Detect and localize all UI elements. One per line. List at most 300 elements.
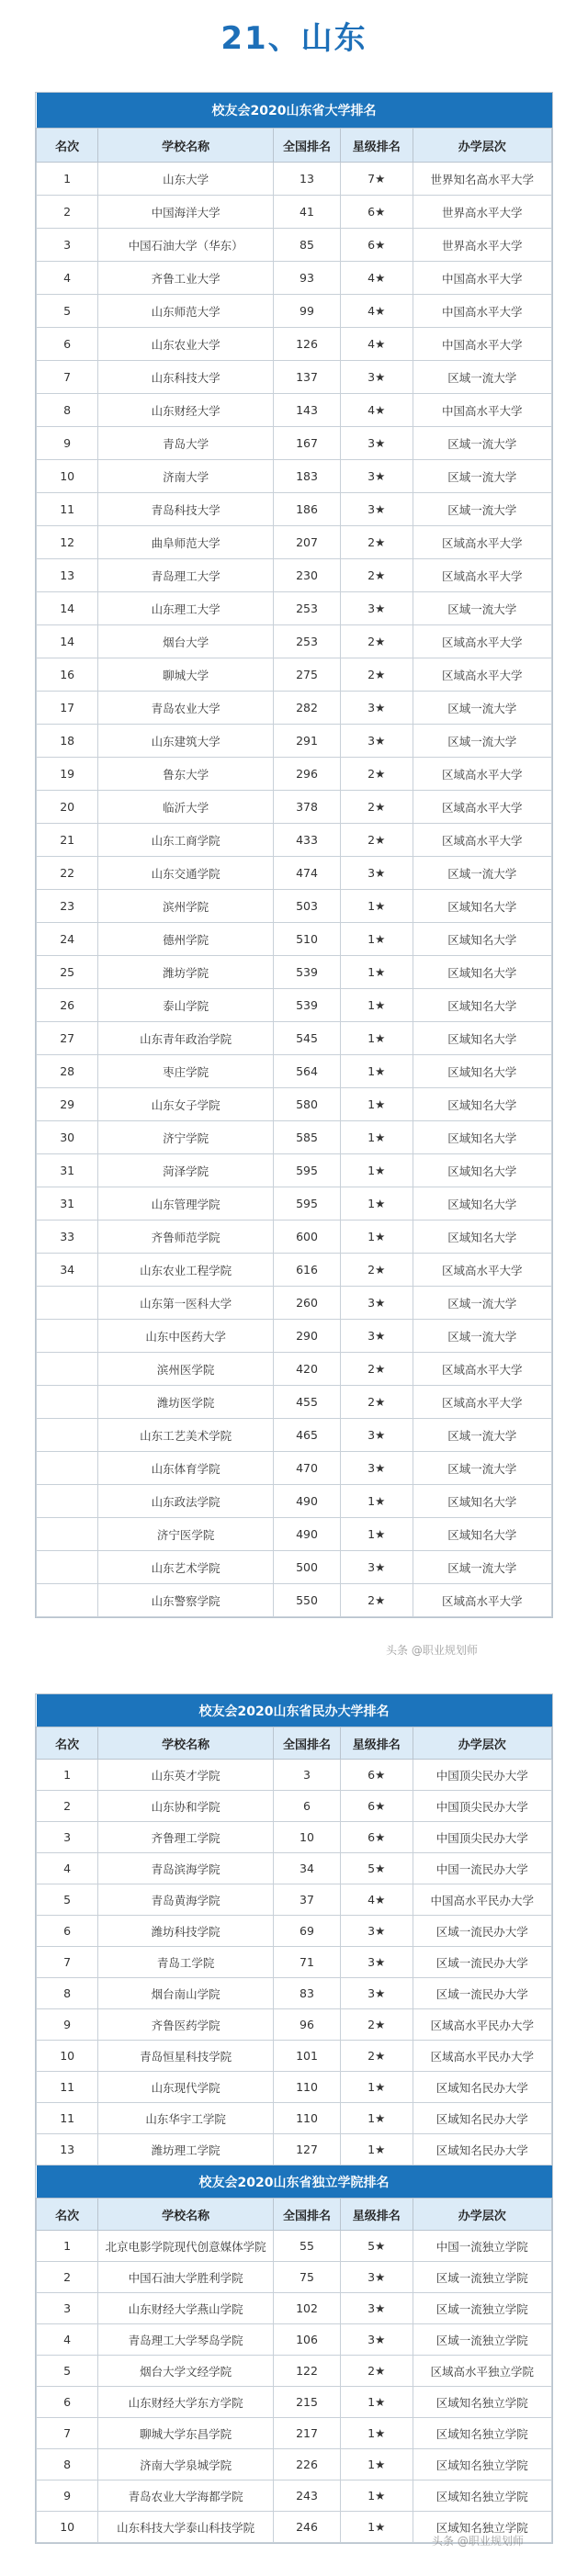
table-cell: 济宁学院 <box>98 1121 274 1154</box>
table-cell: 区域一流大学 <box>413 1320 552 1353</box>
table-cell: 3★ <box>340 2324 413 2356</box>
table-cell: 临沂大学 <box>98 791 274 824</box>
table-cell: 503 <box>274 890 341 923</box>
table-cell: 6 <box>274 1791 341 1822</box>
table-cell: 19 <box>37 758 98 791</box>
table-cell: 山东科技大学泰山科技学院 <box>98 2512 274 2543</box>
table-cell: 3★ <box>340 1419 413 1452</box>
table-cell: 28 <box>37 1055 98 1088</box>
table-cell: 30 <box>37 1121 98 1154</box>
table-cell: 区域知名大学 <box>413 1485 552 1518</box>
table-title: 校友会2020山东省独立学院排名 <box>37 2165 552 2199</box>
table-cell: 122 <box>274 2356 341 2387</box>
table-row <box>37 1518 552 1551</box>
table-cell: 5★ <box>340 2231 413 2262</box>
table-cell: 3★ <box>340 1287 413 1320</box>
table-cell: 23 <box>37 890 98 923</box>
table-cell: 29 <box>37 1088 98 1121</box>
column-header: 星级排名 <box>340 1727 413 1760</box>
table-row <box>37 989 552 1022</box>
table-cell: 区域一流民办大学 <box>413 1978 552 2009</box>
table-cell: 1★ <box>340 923 413 956</box>
table-row <box>37 1884 552 1916</box>
table-cell: 474 <box>274 857 341 890</box>
table-cell: 区域一流大学 <box>413 1419 552 1452</box>
watermark: 头条 @职业规划师 <box>432 2535 524 2548</box>
private-university-ranking-table <box>35 1693 553 2544</box>
table-cell: 11 <box>37 2072 98 2103</box>
table-row <box>37 1287 552 1320</box>
table-cell: 5 <box>37 1884 98 1916</box>
table-cell: 167 <box>274 427 341 460</box>
table-cell: 16 <box>37 658 98 692</box>
table-cell: 中国高水平大学 <box>413 295 552 328</box>
table-cell: 山东警察学院 <box>98 1584 274 1617</box>
table-cell: 10 <box>37 2512 98 2543</box>
table-cell: 510 <box>274 923 341 956</box>
table-cell <box>37 1518 98 1551</box>
table-row <box>37 1760 552 1791</box>
table-cell: 区域知名独立学院 <box>413 2449 552 2480</box>
table-cell: 区域知名独立学院 <box>413 2418 552 2449</box>
table-cell: 71 <box>274 1947 341 1978</box>
table-cell: 207 <box>274 526 341 559</box>
table-cell: 93 <box>274 262 341 295</box>
table-cell: 34 <box>274 1853 341 1884</box>
table-cell: 2★ <box>340 658 413 692</box>
table-cell: 11 <box>37 2103 98 2134</box>
table-cell: 3 <box>37 229 98 262</box>
column-header: 学校名称 <box>98 129 274 163</box>
table-cell: 595 <box>274 1154 341 1187</box>
table-cell: 10 <box>37 2041 98 2072</box>
table-cell: 5★ <box>340 1853 413 1884</box>
table-cell: 55 <box>274 2231 341 2262</box>
table-cell: 区域高水平大学 <box>413 791 552 824</box>
table-cell: 区域高水平大学 <box>413 625 552 658</box>
column-header: 名次 <box>37 2199 98 2231</box>
university-ranking-table <box>35 92 553 1618</box>
table-cell: 潍坊理工学院 <box>98 2134 274 2165</box>
table-cell: 585 <box>274 1121 341 1154</box>
table-cell: 区域一流大学 <box>413 1551 552 1584</box>
table-cell: 10 <box>37 460 98 493</box>
table-row <box>37 1320 552 1353</box>
table-cell: 青岛工学院 <box>98 1947 274 1978</box>
table-cell: 6 <box>37 1916 98 1947</box>
table-row <box>37 857 552 890</box>
table-cell: 山东财经大学 <box>98 394 274 427</box>
table-cell: 17 <box>37 692 98 725</box>
table-cell: 490 <box>274 1485 341 1518</box>
table-cell: 区域高水平大学 <box>413 559 552 592</box>
table-row <box>37 1452 552 1485</box>
table-cell: 13 <box>37 559 98 592</box>
table-cell: 6 <box>37 328 98 361</box>
table-title: 校友会2020山东省民办大学排名 <box>37 1694 552 1727</box>
table-cell: 550 <box>274 1584 341 1617</box>
column-header: 办学层次 <box>413 129 552 163</box>
table-cell: 1★ <box>340 1518 413 1551</box>
table-row <box>37 1154 552 1187</box>
table-cell: 青岛农业大学 <box>98 692 274 725</box>
table-cell: 区域高水平大学 <box>413 1254 552 1287</box>
table-cell: 2★ <box>340 758 413 791</box>
table-cell: 85 <box>274 229 341 262</box>
table-cell: 区域知名民办大学 <box>413 2072 552 2103</box>
table-cell: 8 <box>37 1978 98 2009</box>
table-cell: 3 <box>37 1822 98 1853</box>
table-cell: 区域高水平大学 <box>413 526 552 559</box>
table-cell: 183 <box>274 460 341 493</box>
table-cell: 6★ <box>340 229 413 262</box>
table-row <box>37 2103 552 2134</box>
table-cell: 7 <box>37 361 98 394</box>
table-cell: 3★ <box>340 493 413 526</box>
table-cell: 聊城大学 <box>98 658 274 692</box>
table-cell: 5 <box>37 2356 98 2387</box>
table-cell: 区域知名独立学院 <box>413 2387 552 2418</box>
table-row <box>37 1978 552 2009</box>
table-cell: 区域知名大学 <box>413 1121 552 1154</box>
table-cell <box>37 1320 98 1353</box>
column-header: 星级排名 <box>340 129 413 163</box>
table-cell: 186 <box>274 493 341 526</box>
table-cell: 1★ <box>340 2134 413 2165</box>
table-cell: 2★ <box>340 2356 413 2387</box>
table-cell: 区域高水平民办大学 <box>413 2009 552 2041</box>
table-cell: 齐鲁理工学院 <box>98 1822 274 1853</box>
table-cell: 470 <box>274 1452 341 1485</box>
table-cell: 6★ <box>340 1760 413 1791</box>
table-cell: 41 <box>274 196 341 229</box>
table-cell: 253 <box>274 592 341 625</box>
table-cell: 滨州医学院 <box>98 1353 274 1386</box>
table-cell: 潍坊学院 <box>98 956 274 989</box>
table-row <box>37 295 552 328</box>
table-cell: 101 <box>274 2041 341 2072</box>
table-cell: 291 <box>274 725 341 758</box>
table-cell: 青岛理工大学 <box>98 559 274 592</box>
table-cell: 青岛滨海学院 <box>98 1853 274 1884</box>
table-cell: 243 <box>274 2480 341 2512</box>
table-cell: 2★ <box>340 2041 413 2072</box>
table-cell: 1★ <box>340 1022 413 1055</box>
table-row <box>37 1916 552 1947</box>
table-cell: 区域知名大学 <box>413 1055 552 1088</box>
table-cell: 1★ <box>340 2480 413 2512</box>
table-row <box>37 923 552 956</box>
table-row <box>37 1853 552 1884</box>
column-header: 全国排名 <box>274 129 341 163</box>
table-cell: 北京电影学院现代创意媒体学院 <box>98 2231 274 2262</box>
table-row <box>37 2231 552 2262</box>
table-cell: 区域一流大学 <box>413 1452 552 1485</box>
table-cell: 区域知名大学 <box>413 1022 552 1055</box>
table-cell: 德州学院 <box>98 923 274 956</box>
table-cell: 山东体育学院 <box>98 1452 274 1485</box>
table-cell: 区域高水平大学 <box>413 824 552 857</box>
table-row <box>37 427 552 460</box>
column-header: 名次 <box>37 1727 98 1760</box>
table-cell: 3★ <box>340 2293 413 2324</box>
table-row <box>37 2072 552 2103</box>
table-cell: 区域知名大学 <box>413 923 552 956</box>
table-cell: 区域知名大学 <box>413 1221 552 1254</box>
table-cell: 600 <box>274 1221 341 1254</box>
table-cell: 110 <box>274 2103 341 2134</box>
table-cell: 3★ <box>340 1452 413 1485</box>
table-cell: 区域一流大学 <box>413 725 552 758</box>
table-cell: 2★ <box>340 791 413 824</box>
table-cell: 96 <box>274 2009 341 2041</box>
table-cell: 区域知名民办大学 <box>413 2134 552 2165</box>
table-title: 校友会2020山东省大学排名 <box>37 93 552 129</box>
table-row <box>37 1254 552 1287</box>
table-cell: 山东财经大学东方学院 <box>98 2387 274 2418</box>
table-cell <box>37 1353 98 1386</box>
table-cell: 290 <box>274 1320 341 1353</box>
table-cell: 区域一流大学 <box>413 460 552 493</box>
table-cell: 中国高水平民办大学 <box>413 1884 552 1916</box>
table-cell: 2★ <box>340 526 413 559</box>
table-row <box>37 1485 552 1518</box>
table-cell: 24 <box>37 923 98 956</box>
table-row <box>37 725 552 758</box>
table-cell: 山东农业大学 <box>98 328 274 361</box>
table-row <box>37 2009 552 2041</box>
table-cell: 106 <box>274 2324 341 2356</box>
table-cell: 296 <box>274 758 341 791</box>
table-cell: 区域一流民办大学 <box>413 1916 552 1947</box>
table-row <box>37 2418 552 2449</box>
table-cell: 世界高水平大学 <box>413 196 552 229</box>
table-cell: 3★ <box>340 592 413 625</box>
table-cell: 潍坊科技学院 <box>98 1916 274 1947</box>
table-cell: 580 <box>274 1088 341 1121</box>
table-cell: 滨州学院 <box>98 890 274 923</box>
table-cell: 区域知名大学 <box>413 956 552 989</box>
table-cell: 8 <box>37 2449 98 2480</box>
table-cell: 区域一流民办大学 <box>413 1947 552 1978</box>
table-cell: 山东英才学院 <box>98 1760 274 1791</box>
table-cell: 3★ <box>340 1947 413 1978</box>
table-cell: 山东现代学院 <box>98 2072 274 2103</box>
table-cell: 5 <box>37 295 98 328</box>
table-cell <box>37 1452 98 1485</box>
table-cell: 3★ <box>340 1551 413 1584</box>
table-cell: 山东工商学院 <box>98 824 274 857</box>
table-row <box>37 2262 552 2293</box>
table-row <box>37 196 552 229</box>
table-cell: 4★ <box>340 295 413 328</box>
table-row <box>37 824 552 857</box>
table-cell: 616 <box>274 1254 341 1287</box>
table-cell: 4 <box>37 262 98 295</box>
table-row <box>37 692 552 725</box>
table-cell: 山东师范大学 <box>98 295 274 328</box>
table-cell: 山东交通学院 <box>98 857 274 890</box>
table-cell: 泰山学院 <box>98 989 274 1022</box>
table-cell: 3 <box>37 2293 98 2324</box>
table-cell: 区域知名大学 <box>413 1518 552 1551</box>
table-cell: 539 <box>274 956 341 989</box>
table-cell: 1★ <box>340 1121 413 1154</box>
table-cell: 山东协和学院 <box>98 1791 274 1822</box>
table-row <box>37 493 552 526</box>
table-cell: 31 <box>37 1187 98 1221</box>
table-cell: 3★ <box>340 460 413 493</box>
table-cell: 青岛科技大学 <box>98 493 274 526</box>
table-row <box>37 559 552 592</box>
table-cell: 500 <box>274 1551 341 1584</box>
table-cell: 1★ <box>340 989 413 1022</box>
table-cell: 26 <box>37 989 98 1022</box>
table-cell: 山东女子学院 <box>98 1088 274 1121</box>
table-cell: 3★ <box>340 361 413 394</box>
table-cell: 区域高水平民办大学 <box>413 2041 552 2072</box>
table-cell: 3 <box>274 1760 341 1791</box>
table-cell: 区域一流大学 <box>413 592 552 625</box>
table-cell: 1★ <box>340 1055 413 1088</box>
table-cell: 2★ <box>340 1386 413 1419</box>
table-row <box>37 1386 552 1419</box>
table-cell: 37 <box>274 1884 341 1916</box>
table-row <box>37 1121 552 1154</box>
table-row <box>37 1353 552 1386</box>
table-cell: 2★ <box>340 2009 413 2041</box>
table-cell: 齐鲁医药学院 <box>98 2009 274 2041</box>
table-cell: 山东第一医科大学 <box>98 1287 274 1320</box>
table-cell: 中国石油大学胜利学院 <box>98 2262 274 2293</box>
table-cell: 22 <box>37 857 98 890</box>
table-cell: 山东农业工程学院 <box>98 1254 274 1287</box>
table-cell: 3★ <box>340 1978 413 2009</box>
table-cell: 2★ <box>340 824 413 857</box>
table-cell: 齐鲁工业大学 <box>98 262 274 295</box>
table-cell: 济南大学 <box>98 460 274 493</box>
table-cell: 中国高水平大学 <box>413 394 552 427</box>
table-cell: 区域高水平大学 <box>413 758 552 791</box>
column-header: 星级排名 <box>340 2199 413 2231</box>
table-cell: 区域知名民办大学 <box>413 2103 552 2134</box>
table-cell: 山东理工大学 <box>98 592 274 625</box>
table-cell: 2★ <box>340 1254 413 1287</box>
table-cell: 246 <box>274 2512 341 2543</box>
table-cell: 1★ <box>340 1088 413 1121</box>
table-cell: 3★ <box>340 857 413 890</box>
table-row <box>37 758 552 791</box>
table-cell: 1★ <box>340 1154 413 1187</box>
table-cell: 2★ <box>340 559 413 592</box>
table-cell: 6★ <box>340 1822 413 1853</box>
table-row <box>37 2324 552 2356</box>
table-cell: 8 <box>37 394 98 427</box>
table-cell: 14 <box>37 625 98 658</box>
table-cell: 13 <box>274 163 341 196</box>
table-cell: 1 <box>37 163 98 196</box>
table-cell: 4★ <box>340 328 413 361</box>
table-cell: 齐鲁师范学院 <box>98 1221 274 1254</box>
table-row <box>37 1221 552 1254</box>
table-row <box>37 361 552 394</box>
table-cell: 9 <box>37 2480 98 2512</box>
table-cell: 区域一流大学 <box>413 1287 552 1320</box>
table-cell: 青岛黄海学院 <box>98 1884 274 1916</box>
table-cell: 区域高水平大学 <box>413 1353 552 1386</box>
table-cell: 9 <box>37 427 98 460</box>
table-row <box>37 2387 552 2418</box>
table-cell: 13 <box>37 2134 98 2165</box>
table-cell: 中国石油大学（华东） <box>98 229 274 262</box>
table-cell: 1★ <box>340 2387 413 2418</box>
table-cell <box>37 1419 98 1452</box>
table-cell: 11 <box>37 493 98 526</box>
table-cell: 中国高水平大学 <box>413 328 552 361</box>
table-row <box>37 2041 552 2072</box>
table-cell: 山东华宇工学院 <box>98 2103 274 2134</box>
table-cell: 济宁医学院 <box>98 1518 274 1551</box>
table-cell: 中国海洋大学 <box>98 196 274 229</box>
table-cell: 433 <box>274 824 341 857</box>
table-cell: 区域高水平大学 <box>413 658 552 692</box>
table-cell: 中国一流独立学院 <box>413 2231 552 2262</box>
watermark: 头条 @职业规划师 <box>386 1644 478 1657</box>
table-cell: 75 <box>274 2262 341 2293</box>
table-row <box>37 1022 552 1055</box>
table-cell: 1★ <box>340 2512 413 2543</box>
table-cell: 143 <box>274 394 341 427</box>
table-cell: 区域知名大学 <box>413 989 552 1022</box>
table-cell: 区域一流独立学院 <box>413 2262 552 2293</box>
table-cell: 曲阜师范大学 <box>98 526 274 559</box>
table-cell: 世界高水平大学 <box>413 229 552 262</box>
table-cell: 2★ <box>340 1584 413 1617</box>
table-row <box>37 460 552 493</box>
table-cell: 6★ <box>340 196 413 229</box>
table-row <box>37 2449 552 2480</box>
table-cell: 102 <box>274 2293 341 2324</box>
table-cell: 12 <box>37 526 98 559</box>
table-cell: 539 <box>274 989 341 1022</box>
table-cell: 山东中医药大学 <box>98 1320 274 1353</box>
table-cell: 青岛理工大学琴岛学院 <box>98 2324 274 2356</box>
table-cell: 27 <box>37 1022 98 1055</box>
table-cell: 区域高水平独立学院 <box>413 2356 552 2387</box>
table-cell: 490 <box>274 1518 341 1551</box>
table-cell: 21 <box>37 824 98 857</box>
table-cell: 2★ <box>340 1353 413 1386</box>
table-cell: 1★ <box>340 2103 413 2134</box>
table-cell: 中国高水平大学 <box>413 262 552 295</box>
table-cell: 烟台大学文经学院 <box>98 2356 274 2387</box>
table-cell: 1★ <box>340 1187 413 1221</box>
page-title: 21、山东 <box>220 20 368 57</box>
table-cell: 烟台大学 <box>98 625 274 658</box>
table-cell: 226 <box>274 2449 341 2480</box>
table-cell: 4★ <box>340 1884 413 1916</box>
table-cell: 3★ <box>340 692 413 725</box>
table-cell: 33 <box>37 1221 98 1254</box>
table-row <box>37 791 552 824</box>
table-cell: 275 <box>274 658 341 692</box>
table-cell: 世界知名高水平大学 <box>413 163 552 196</box>
table-cell: 青岛农业大学海都学院 <box>98 2480 274 2512</box>
table-cell: 455 <box>274 1386 341 1419</box>
table-cell: 127 <box>274 2134 341 2165</box>
table-cell <box>37 1386 98 1419</box>
table-row <box>37 394 552 427</box>
